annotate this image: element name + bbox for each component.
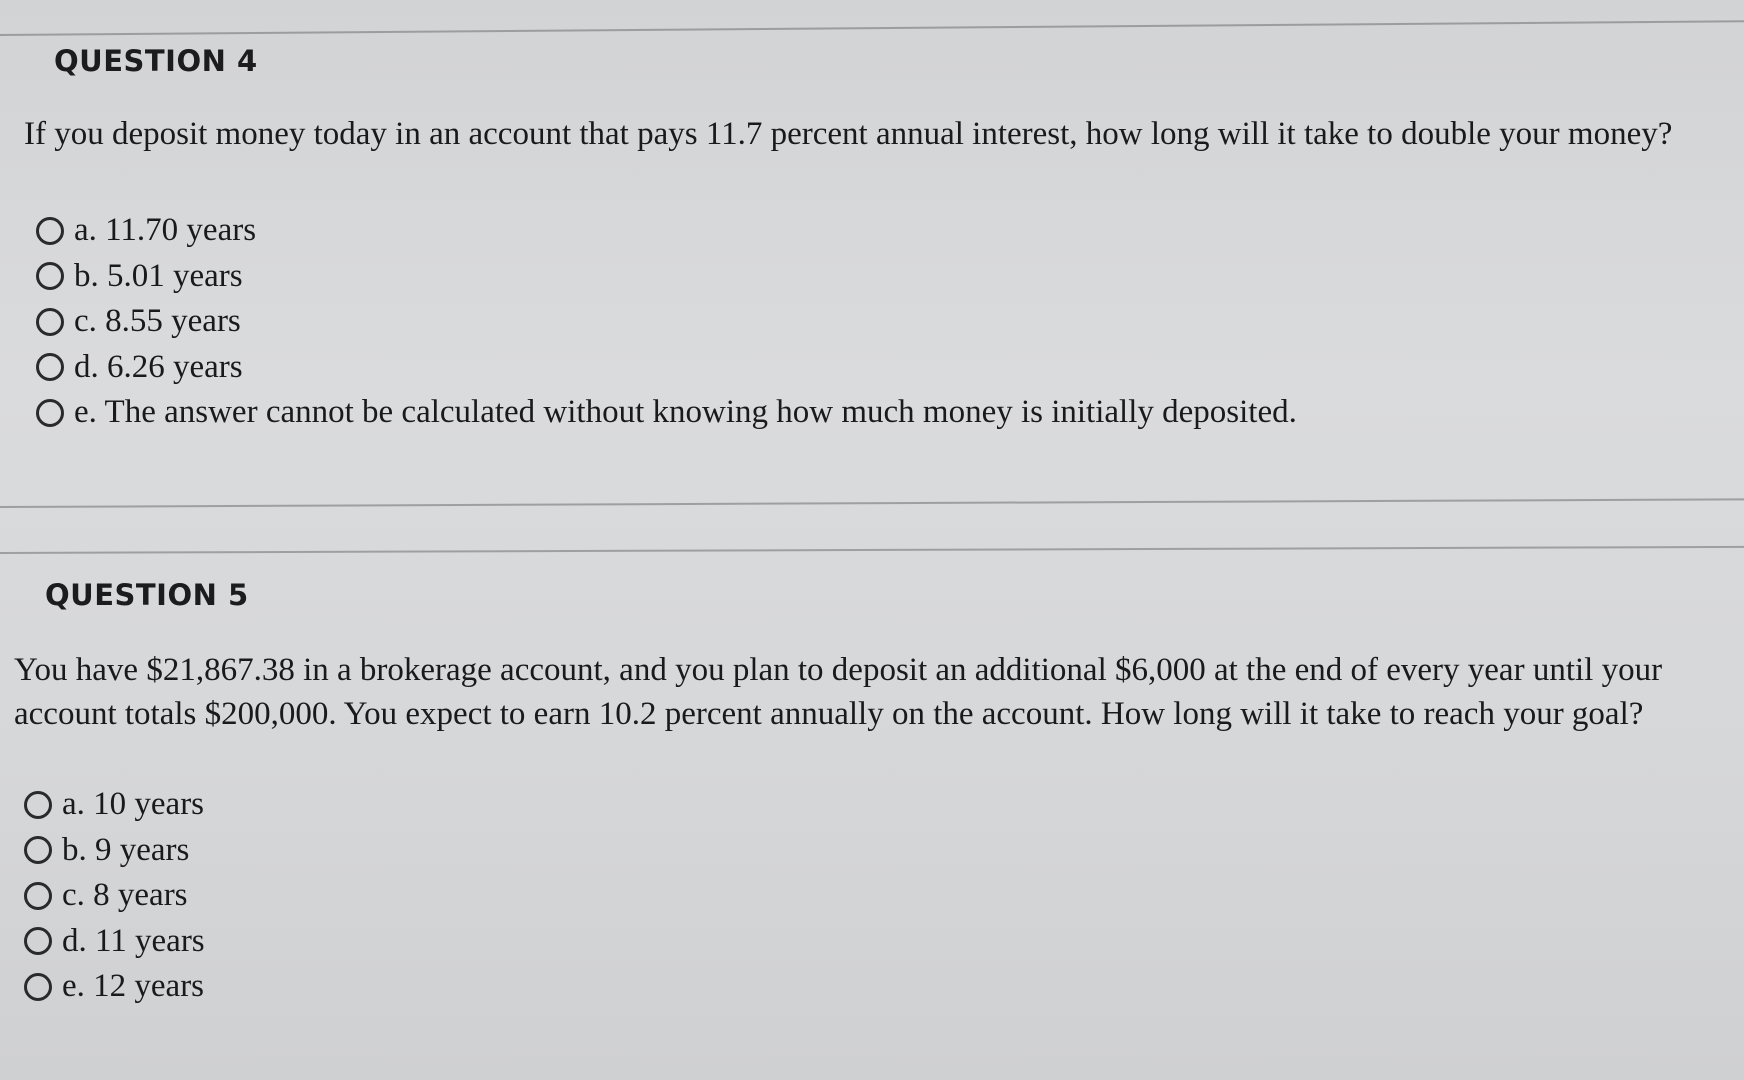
option-label: e. The answer cannot be calculated without knowing how much money is initially deposited.: [74, 394, 1297, 431]
radio-button-icon[interactable]: [36, 399, 64, 427]
option-e[interactable]: [24, 964, 205, 1010]
radio-button-icon[interactable]: [36, 308, 64, 336]
answer-options: [24, 782, 205, 1010]
option-d[interactable]: [24, 919, 205, 965]
option-label: d. 11 years: [62, 922, 205, 959]
option-label: e. 12 years: [62, 968, 205, 1005]
option-label: a. 11.70 years: [74, 212, 257, 249]
radio-button-icon[interactable]: [24, 791, 52, 819]
option-label: d. 6.26 years: [74, 348, 243, 385]
option-label: b. 9 years: [62, 831, 190, 868]
radio-button-icon[interactable]: [24, 836, 52, 864]
top-divider: [0, 20, 1744, 36]
radio-button-icon[interactable]: [36, 262, 64, 290]
radio-button-icon[interactable]: [24, 927, 52, 955]
question-heading: QUESTION 5: [45, 578, 249, 612]
option-e[interactable]: [36, 390, 1297, 436]
radio-button-icon[interactable]: [24, 973, 52, 1001]
question-text: You have $21,867.38 in a brokerage account, and you plan to deposit an additional $6,000 at the end of every year until your account totals $200,000. You expect to earn 10.2 percent annually on the account. How long will it take to reach your goal?: [14, 652, 1663, 732]
question-divider: [0, 546, 1744, 554]
option-b[interactable]: [36, 254, 1297, 300]
option-label: a. 10 years: [62, 786, 205, 823]
option-a[interactable]: [36, 208, 1297, 254]
option-label: b. 5.01 years: [74, 257, 243, 294]
option-label: c. 8.55 years: [74, 303, 241, 340]
question-heading: QUESTION 4: [54, 44, 258, 78]
question-text: If you deposit money today in an account that pays 11.7 percent annual interest, how long will it take to double your money?: [24, 116, 1673, 152]
option-c[interactable]: [24, 873, 205, 919]
option-c[interactable]: [36, 299, 1297, 345]
option-d[interactable]: [36, 345, 1297, 391]
option-b[interactable]: [24, 828, 205, 874]
option-label: c. 8 years: [62, 877, 188, 914]
radio-button-icon[interactable]: [24, 882, 52, 910]
option-a[interactable]: [24, 782, 205, 828]
radio-button-icon[interactable]: [36, 353, 64, 381]
answer-options: [36, 208, 1297, 436]
question-divider: [0, 498, 1744, 508]
radio-button-icon[interactable]: [36, 217, 64, 245]
